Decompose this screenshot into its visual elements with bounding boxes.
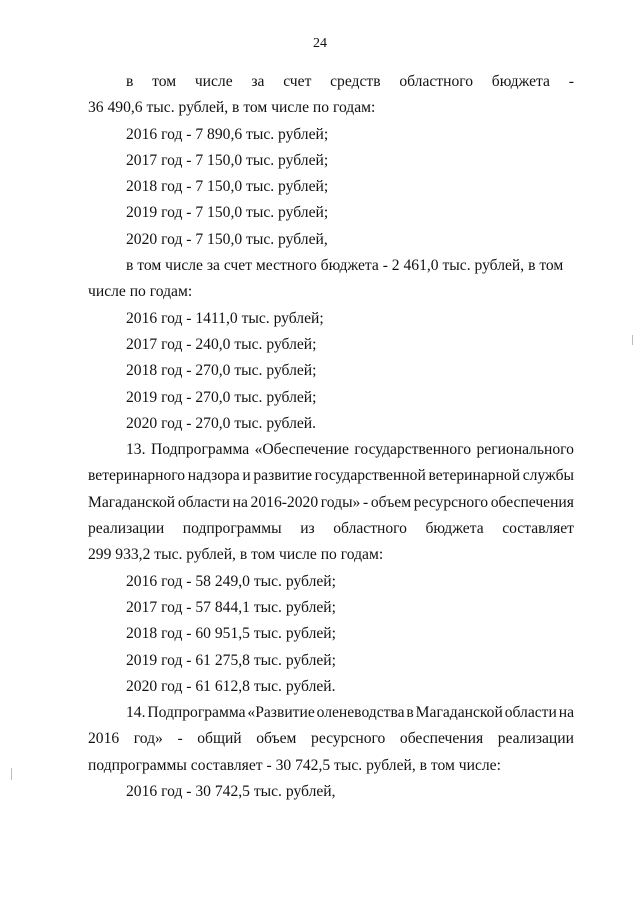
year-amount-line: 2017 год - 7 150,0 тыс. рублей; — [126, 151, 329, 169]
year-amount-line: 2018 год - 7 150,0 тыс. рублей; — [126, 178, 329, 196]
paragraph-line: числе по годам: — [88, 283, 193, 301]
paragraph-line: в том числе за счет средств областного бюджета - — [126, 73, 574, 90]
scan-edge-mark — [632, 335, 633, 345]
paragraph-line: 299 933,2 тыс. рублей, в том числе по годам: — [88, 546, 384, 564]
year-amount-line: 2020 год - 61 612,8 тыс. рублей. — [126, 677, 336, 695]
year-amount-line: 2016 год - 30 742,5 тыс. рублей, — [126, 783, 336, 801]
paragraph-line: ветеринарного надзора и развитие государственной ветеринарной службы — [88, 467, 574, 485]
year-amount-line: 2019 год - 61 275,8 тыс. рублей; — [126, 651, 336, 669]
paragraph-line: 13. Подпрограмма «Обеспечение государственного регионального — [126, 441, 574, 459]
year-amount-line: 2017 год - 240,0 тыс. рублей; — [126, 335, 317, 353]
year-amount-line: 2019 год - 7 150,0 тыс. рублей; — [126, 204, 329, 222]
page-number: 24 — [313, 36, 327, 51]
paragraph-line: реализации подпрограммы из областного бюджета составляет — [88, 520, 574, 538]
year-amount-line: 2016 год - 58 249,0 тыс. рублей; — [126, 572, 336, 590]
paragraph-line: 14. Подпрограмма «Развитие оленеводства в Магаданской области на — [126, 704, 574, 722]
paragraph-line: подпрограммы составляет - 30 742,5 тыс. рублей, в том числе: — [88, 756, 501, 774]
year-amount-line: 2019 год - 270,0 тыс. рублей; — [126, 388, 317, 406]
document-body — [88, 69, 574, 805]
paragraph-line: 36 490,6 тыс. рублей, в том числе по годам: — [88, 99, 376, 117]
scan-edge-mark — [11, 768, 12, 780]
year-amount-line: 2020 год - 7 150,0 тыс. рублей, — [126, 230, 328, 248]
paragraph-line: в том числе за счет местного бюджета - 2 461,0 тыс. рублей, в том — [126, 257, 564, 275]
paragraph-line: Магаданской области на 2016-2020 годы» - объем ресурсного обеспечения — [88, 493, 574, 511]
year-amount-line: 2018 год - 270,0 тыс. рублей; — [126, 362, 317, 380]
year-amount-line: 2018 год - 60 951,5 тыс. рублей; — [126, 625, 336, 643]
year-amount-line: 2016 год - 1411,0 тыс. рублей; — [126, 309, 324, 327]
year-amount-line: 2020 год - 270,0 тыс. рублей. — [126, 414, 317, 432]
paragraph-line: 2016 год» - общий объем ресурсного обеспечения реализации — [88, 730, 574, 748]
year-amount-line: 2016 год - 7 890,6 тыс. рублей; — [126, 125, 329, 143]
year-amount-line: 2017 год - 57 844,1 тыс. рублей; — [126, 598, 336, 616]
